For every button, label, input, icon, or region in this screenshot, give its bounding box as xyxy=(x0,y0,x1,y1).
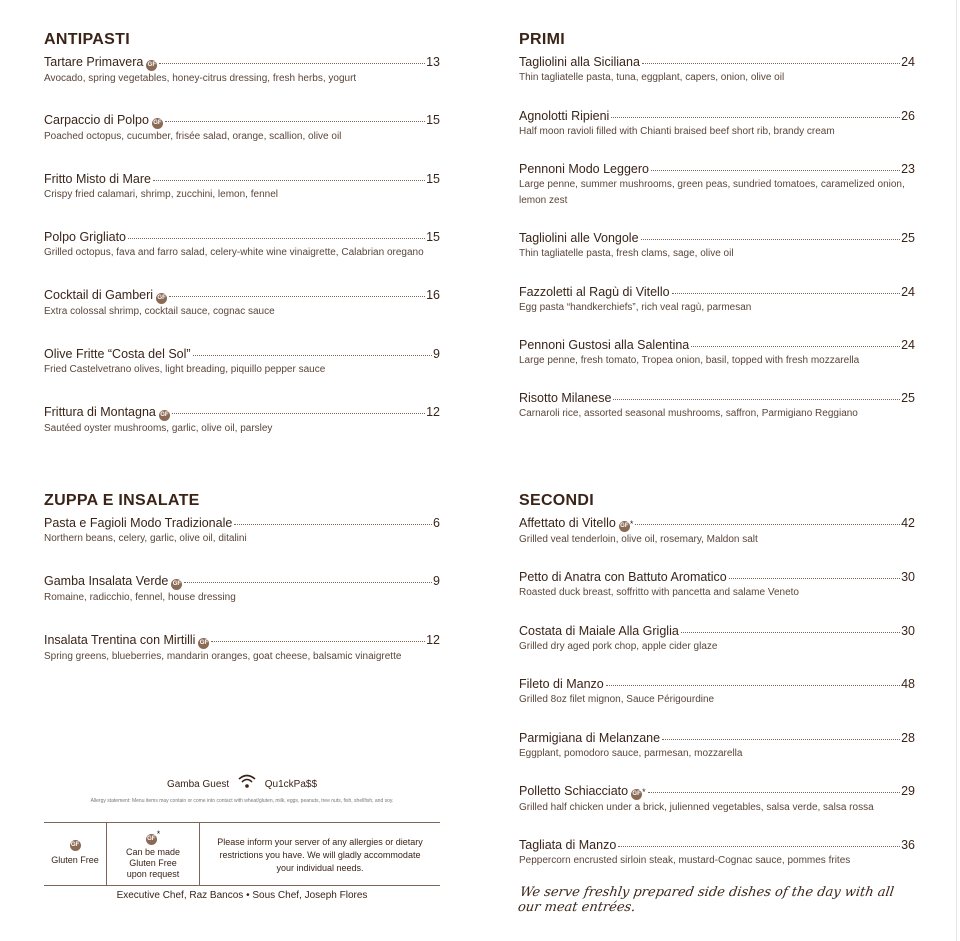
menu-item-line xyxy=(44,632,440,649)
menu-item-name: Gamba Insalata Verde xyxy=(44,574,169,588)
dot-leader xyxy=(153,169,425,181)
menu-item-description: Eggplant, pomodoro sauce, parmesan, mozzarella xyxy=(519,748,743,759)
dot-leader xyxy=(648,781,900,793)
menu-item-name: Fileto di Manzo xyxy=(519,677,604,691)
menu-item xyxy=(519,837,915,869)
star-mark: * xyxy=(156,829,161,839)
antipasti-section xyxy=(44,30,440,434)
primi-section xyxy=(519,30,915,419)
dot-leader xyxy=(672,282,901,294)
menu-item xyxy=(44,573,440,606)
dot-leader xyxy=(234,513,432,525)
gf-icon: GF xyxy=(198,638,209,649)
menu-item xyxy=(44,54,440,87)
menu-item-line xyxy=(44,515,440,531)
menu-item-line xyxy=(519,54,915,70)
menu-item-price: 24 xyxy=(901,55,915,69)
gf-icon: GF xyxy=(156,293,167,304)
menu-item xyxy=(519,623,915,655)
menu-item-name: Tagliolini alla Siciliana xyxy=(519,55,640,69)
menu-item-line xyxy=(519,730,915,746)
secondi-section xyxy=(519,491,915,866)
menu-item-description: Carnaroli rice, assorted seasonal mushrooms, saffron, Parmigiano Reggiano xyxy=(519,408,858,419)
menu-item-line xyxy=(44,229,440,245)
menu-item xyxy=(44,171,440,203)
star-mark: * xyxy=(629,519,634,529)
allergy-statement: Allergy statement: Menu items may contain or come into contact with wheat/gluten, milk, eggs, peanuts, tree nuts, fish, shellfish, and soy. xyxy=(90,798,394,804)
menu-item-description: Large penne, summer mushrooms, green peas, sundried tomatoes, caramelized onion, lemon zest xyxy=(519,179,905,206)
menu-item-line xyxy=(44,287,440,304)
section-title-primi: PRIMI xyxy=(519,31,565,48)
menu-item xyxy=(519,676,915,708)
dot-leader xyxy=(193,344,432,356)
menu-item-line xyxy=(44,573,440,590)
gf-icon: GF xyxy=(152,118,163,129)
menu-item-description: Romaine, radicchio, fennel, house dressing xyxy=(44,592,236,603)
section-title-secondi: SECONDI xyxy=(519,492,594,509)
menu-item-name: Polletto Schiacciato xyxy=(519,784,629,798)
menu-item xyxy=(519,337,915,369)
menu-item-line xyxy=(519,515,915,532)
menu-item xyxy=(519,390,915,422)
legend-inform-text: Please inform your server of any allergies or dietary restrictions you have. We will gladly accommodate your individual needs. xyxy=(217,837,423,873)
menu-item-name: Agnolotti Ripieni xyxy=(519,109,610,123)
section-title-zuppa: ZUPPA E INSALATE xyxy=(44,492,200,509)
dot-leader xyxy=(662,728,900,740)
chefs-line: Executive Chef, Raz Bancos • Sous Chef, Joseph Flores xyxy=(116,890,368,901)
legend-table xyxy=(44,822,440,886)
menu-item-line xyxy=(519,161,915,177)
menu-item-line xyxy=(44,54,440,71)
menu-item-line xyxy=(44,171,440,187)
menu-item xyxy=(44,112,440,145)
gf-icon: GF xyxy=(171,579,182,590)
menu-item-line xyxy=(519,230,915,246)
legend-gf-cell xyxy=(44,823,106,885)
legend-gf-text: Gluten Free xyxy=(51,855,99,865)
dot-leader xyxy=(618,835,900,847)
menu-item-description: Half moon ravioli filled with Chianti braised beef short rib, brandy cream xyxy=(519,126,835,137)
menu-item-price: 30 xyxy=(901,570,915,584)
menu-item-price: 30 xyxy=(901,624,915,638)
menu-item-description: Peppercorn encrusted sirloin steak, mustard-Cognac sauce, pommes frites xyxy=(519,855,851,866)
menu-item-line xyxy=(519,623,915,639)
menu-item-name: Pennoni Gustosi alla Salentina xyxy=(519,338,690,352)
menu-item-price: 6 xyxy=(433,516,440,530)
menu-item-description: Grilled half chicken under a brick, julienned vegetables, salsa verde, salsa rossa xyxy=(519,802,874,813)
menu-item xyxy=(519,284,915,316)
menu-item xyxy=(519,230,915,262)
menu-item-name: Petto di Anatra con Battuto Aromatico xyxy=(519,570,727,584)
menu-item-price: 15 xyxy=(426,113,440,127)
menu-item-price: 9 xyxy=(433,347,440,361)
menu-item-name: Costata di Maiale Alla Griglia xyxy=(519,624,679,638)
dot-leader xyxy=(651,159,900,171)
menu-item-price: 12 xyxy=(426,633,440,647)
menu-item-name: Parmigiana di Melanzane xyxy=(519,731,661,745)
dot-leader xyxy=(613,388,900,400)
star-mark: * xyxy=(642,787,646,797)
menu-item-price: 28 xyxy=(901,731,915,745)
menu-item xyxy=(44,632,440,665)
menu-item-description: Fried Castelvetrano olives, light breading, piquillo pepper sauce xyxy=(44,364,326,375)
menu-item xyxy=(519,730,915,762)
menu-item-description: Grilled veal tenderloin, olive oil, rosemary, Maldon salt xyxy=(519,534,758,545)
menu-item xyxy=(519,54,915,86)
menu-item-description: Extra colossal shrimp, cocktail sauce, cognac sauce xyxy=(44,306,275,317)
menu-item xyxy=(519,108,915,140)
menu-item-description: Large penne, fresh tomato, Tropea onion, basil, topped with fresh mozzarella xyxy=(519,355,860,366)
menu-item-price: 15 xyxy=(426,230,440,244)
menu-item-line xyxy=(44,346,440,362)
menu-item-price: 23 xyxy=(901,162,915,176)
menu-item xyxy=(519,515,915,548)
menu-item-line xyxy=(519,337,915,353)
menu-item-name: Risotto Milanese xyxy=(519,391,612,405)
menu-item-description: Poached octopus, cucumber, frisée salad, orange, scallion, olive oil xyxy=(44,131,342,142)
menu-item-description: Roasted duck breast, soffritto with pancetta and salame Veneto xyxy=(519,587,799,598)
footer-note: We serve freshly prepared side dishes of the day with all our meat entrées. xyxy=(516,885,895,915)
gf-icon: GF xyxy=(631,789,642,800)
dot-leader xyxy=(606,674,900,686)
menu-item-price: 13 xyxy=(426,55,440,69)
gf-icon: GF xyxy=(619,521,630,532)
menu-item-price: 25 xyxy=(901,231,915,245)
menu-item-price: 42 xyxy=(901,516,915,530)
dot-leader xyxy=(184,571,432,583)
section-title-antipasti: ANTIPASTI xyxy=(44,31,130,48)
zuppa-section xyxy=(44,491,440,662)
menu-item-description: Egg pasta “handkerchiefs”, rich veal ragù, parmesan xyxy=(519,302,752,313)
wifi-block xyxy=(44,773,440,804)
menu-item-name: Pasta e Fagioli Modo Tradizionale xyxy=(44,516,233,530)
menu-item-line xyxy=(519,676,915,692)
wifi-icon xyxy=(238,773,256,792)
menu-item xyxy=(44,515,440,547)
dot-leader xyxy=(691,335,900,347)
dot-leader xyxy=(641,228,901,240)
menu-item-description: Thin tagliatelle pasta, fresh clams, sage, olive oil xyxy=(519,248,734,259)
menu-item-price: 26 xyxy=(901,109,915,123)
menu-item-price: 48 xyxy=(901,677,915,691)
menu-item-line xyxy=(519,390,915,406)
menu-item-line xyxy=(519,284,915,300)
menu-item-line xyxy=(44,404,440,421)
gf-icon: GF xyxy=(70,840,81,851)
dot-leader xyxy=(128,227,425,239)
menu-item-price: 25 xyxy=(901,391,915,405)
menu-item-name: Carpaccio di Polpo xyxy=(44,113,149,127)
dot-leader xyxy=(611,106,900,118)
menu-item-line xyxy=(44,112,440,129)
menu-item-name: Fazzoletti al Ragù di Vitello xyxy=(519,285,670,299)
menu-item-description: Grilled octopus, fava and farro salad, celery-white wine vinaigrette, Calabrian oregano xyxy=(44,247,424,258)
menu-item-price: 16 xyxy=(426,288,440,302)
dot-leader xyxy=(165,110,425,122)
menu-item-line xyxy=(519,837,915,853)
menu-item xyxy=(44,404,440,437)
menu-item-name: Fritto Misto di Mare xyxy=(44,172,151,186)
menu-item-line xyxy=(519,783,915,800)
menu-item xyxy=(44,287,440,320)
menu-item-description: Crispy fried calamari, shrimp, zucchini, lemon, fennel xyxy=(44,189,278,200)
dot-leader xyxy=(681,621,900,633)
menu-item-name: Tagliata di Manzo xyxy=(519,838,617,852)
wifi-password: Qu1ckPa$$ xyxy=(264,779,318,790)
dot-leader xyxy=(642,52,900,64)
menu-item-line xyxy=(519,569,915,585)
menu-item xyxy=(519,569,915,601)
menu-item-description: Sautéed oyster mushrooms, garlic, olive oil, parsley xyxy=(44,423,273,434)
menu-item-name: Polpo Grigliato xyxy=(44,230,126,244)
menu-item-name: Cocktail di Gamberi xyxy=(44,288,154,302)
dot-leader xyxy=(729,567,900,579)
legend-gf-star-cell xyxy=(107,823,199,885)
menu-item-description: Spring greens, blueberries, mandarin oranges, goat cheese, balsamic vinaigrette xyxy=(44,651,402,662)
menu-item-name: Affettato di Vitello xyxy=(519,516,616,530)
menu-item-line xyxy=(519,108,915,124)
menu-item-name: Olive Fritte “Costa del Sol” xyxy=(44,347,191,361)
dot-leader xyxy=(159,52,425,64)
menu-item-price: 36 xyxy=(901,838,915,852)
menu-item-description: Grilled dry aged pork chop, apple cider glaze xyxy=(519,641,718,652)
menu-item-name: Tagliolini alle Vongole xyxy=(519,231,639,245)
dot-leader xyxy=(211,630,425,642)
menu-item xyxy=(44,346,440,378)
menu-item-name: Insalata Trentina con Mirtilli xyxy=(44,633,196,647)
menu-item-name: Tartare Primavera xyxy=(44,55,144,69)
menu-item xyxy=(519,161,915,209)
menu-item-price: 12 xyxy=(426,405,440,419)
dot-leader xyxy=(169,285,425,297)
menu-item-description: Northern beans, celery, garlic, olive oil, ditalini xyxy=(44,533,247,544)
dot-leader xyxy=(172,402,425,414)
legend-gf-star-text: Can be made Gluten Free upon request xyxy=(125,847,181,879)
gf-icon: GF xyxy=(159,410,170,421)
legend-inform-cell xyxy=(200,823,440,885)
wifi-network: Gamba Guest xyxy=(166,779,230,790)
menu-item-name: Frittura di Montagna xyxy=(44,405,156,419)
wifi-line xyxy=(44,773,440,792)
gf-icon: GF xyxy=(146,60,157,71)
menu-item-description: Avocado, spring vegetables, honey-citrus dressing, fresh herbs, yogurt xyxy=(44,73,357,84)
menu-item-description: Grilled 8oz filet mignon, Sauce Périgourdine xyxy=(519,694,715,705)
menu-item xyxy=(519,783,915,816)
menu-item xyxy=(44,229,440,261)
menu-item-price: 24 xyxy=(901,338,915,352)
menu-item-price: 29 xyxy=(901,784,915,798)
menu-item-price: 9 xyxy=(433,574,440,588)
menu-item-price: 24 xyxy=(901,285,915,299)
dot-leader xyxy=(635,513,900,525)
menu-item-price: 15 xyxy=(426,172,440,186)
menu-item-name: Pennoni Modo Leggero xyxy=(519,162,649,176)
menu-item-description: Thin tagliatelle pasta, tuna, eggplant, capers, onion, olive oil xyxy=(519,72,785,83)
gf-icon: GF xyxy=(146,834,157,845)
